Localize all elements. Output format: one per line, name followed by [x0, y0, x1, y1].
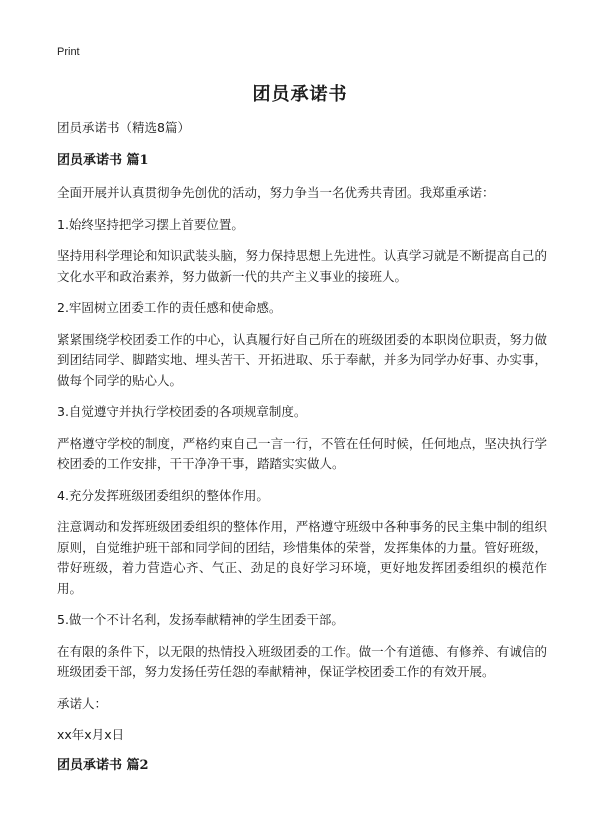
- section-1: [57, 151, 547, 745]
- pledge-item-4: 4.充分发挥班级团委组织的整体作用。: [57, 487, 269, 503]
- section-heading-1: 团员承诺书 篇1: [57, 153, 149, 168]
- document-body: [57, 118, 547, 788]
- pledge-detail-3: 严格遵守学校的制度，严格约束自己一言一行，不管在任何时候，任何地点，坚决执行学校团委的工作安排，干干净净干事，踏踏实实做人。: [57, 435, 547, 471]
- pledge-detail-5: 在有限的条件下，以无限的热情投入班级团委的工作。做一个有道德、有修养、有诚信的班级团委干部，努力发扬任劳任怨的奉献精神，保证学校团委工作的有效开展。: [57, 643, 547, 679]
- signature-date: xx年x月x日: [57, 726, 125, 742]
- signer-label: 承诺人：: [57, 695, 108, 711]
- section-2: [57, 756, 547, 776]
- print-link[interactable]: Print: [57, 46, 80, 58]
- pledge-detail-2: 紧紧围绕学校团委工作的中心，认真履行好自己所在的班级团委的本职岗位职责，努力做到团结同学、脚踏实地、埋头苦干、开拓进取、乐于奉献，并多为同学办好事、办实事，做每个同学的贴心人。: [57, 331, 547, 388]
- pledge-item-1: 1.始终坚持把学习摆上首要位置。: [57, 216, 244, 232]
- intro-paragraph: 全面开展并认真贯彻争先创优的活动，努力争当一名优秀共青团。我郑重承诺：: [57, 185, 495, 200]
- pledge-detail-4: 注意调动和发挥班级团委组织的整体作用，严格遵守班级中各种事务的民主集中制的组织原则，自觉维护班干部和同学间的团结，珍惜集体的荣誉，发挥集体的力量。管好班级，带好班级，着力营造心齐、气正、劲足的良好学习环境，更好地发挥团委组织的模范作用。: [57, 519, 547, 596]
- document-subtitle: 团员承诺书（精选8篇）: [57, 120, 190, 135]
- pledge-detail-1: 坚持用科学理论和知识武装头脑，努力保持思想上先进性。认真学习就是不断提高自己的文化水平和政治素养，努力做新一代的共产主义事业的接班人。: [57, 248, 547, 284]
- pledge-item-2: 2.牢固树立团委工作的责任感和使命感。: [57, 300, 282, 315]
- page-title: 团员承诺书: [252, 84, 348, 105]
- pledge-item-5: 5.做一个不计名利，发扬奉献精神的学生团委干部。: [57, 612, 344, 627]
- section-heading-2: 团员承诺书 篇2: [57, 757, 149, 773]
- pledge-item-3: 3.自觉遵守并执行学校团委的各项规章制度。: [57, 404, 307, 419]
